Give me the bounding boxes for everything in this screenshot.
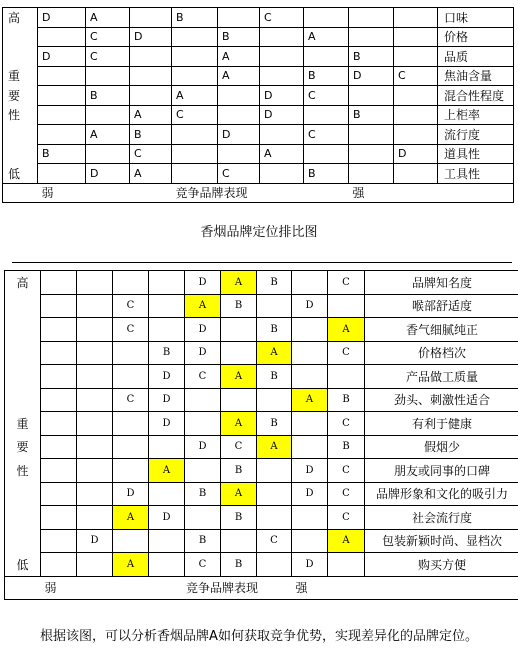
brand-cell xyxy=(292,318,328,342)
brand-cell xyxy=(41,388,77,412)
brand-cell xyxy=(292,341,328,365)
brand-cell: D xyxy=(260,86,304,106)
attribute-label: 劲头、刺激性适合 xyxy=(365,388,518,412)
footer-blank xyxy=(3,183,38,203)
brand-cell: C xyxy=(328,506,365,530)
brand-cell: C xyxy=(394,66,438,86)
brand-cell: A xyxy=(218,66,260,86)
brand-cell: D xyxy=(292,553,328,577)
brand-cell: B xyxy=(221,294,257,318)
brand-cell xyxy=(394,125,438,145)
brand-cell xyxy=(394,27,438,47)
brand-cell xyxy=(130,86,172,106)
brand-cell xyxy=(77,294,113,318)
brand-cell: C xyxy=(172,105,218,125)
weak-label: 弱 xyxy=(41,576,149,600)
table-row xyxy=(5,388,518,412)
brand-cell: D xyxy=(149,388,185,412)
brand-cell: A xyxy=(218,47,260,67)
importance-cell: 性 xyxy=(3,105,38,125)
brand-cell: C xyxy=(304,86,349,106)
importance-cell: 重 xyxy=(5,412,41,436)
brand-cell xyxy=(77,365,113,389)
brand-cell: A xyxy=(113,553,149,577)
brand-cell xyxy=(38,86,86,106)
brand-cell xyxy=(77,482,113,506)
brand-cell: B xyxy=(257,365,292,389)
brand-cell: B xyxy=(349,47,394,67)
brand-cell: D xyxy=(149,506,185,530)
brand-cell xyxy=(38,164,86,184)
importance-cell xyxy=(3,47,38,67)
attribute-label: 流行度 xyxy=(438,125,514,145)
brand-cell xyxy=(218,8,260,28)
brand-cell xyxy=(394,8,438,28)
brand-cell xyxy=(41,459,77,483)
attribute-label: 购买方便 xyxy=(365,553,518,577)
brand-cell xyxy=(77,553,113,577)
brand-cell xyxy=(113,529,149,553)
brand-cell: D xyxy=(86,164,130,184)
brand-cell xyxy=(41,482,77,506)
brand-cell: A xyxy=(130,105,172,125)
brand-cell: B xyxy=(149,341,185,365)
brand-cell xyxy=(172,27,218,47)
brand-cell xyxy=(260,27,304,47)
attribute-label: 品牌形象和文化的吸引力 xyxy=(365,482,518,506)
brand-cell xyxy=(86,105,130,125)
brand-cell: C xyxy=(185,553,221,577)
brand-cell: A xyxy=(328,318,365,342)
brand-cell: B xyxy=(257,318,292,342)
brand-cell xyxy=(218,105,260,125)
positioning-table-2 xyxy=(4,270,518,600)
brand-cell xyxy=(149,271,185,295)
brand-cell: A xyxy=(185,294,221,318)
brand-cell xyxy=(172,144,218,164)
brand-cell xyxy=(41,506,77,530)
brand-cell xyxy=(86,144,130,164)
table-row xyxy=(5,459,518,483)
brand-cell xyxy=(185,412,221,436)
brand-cell: D xyxy=(260,105,304,125)
brand-cell: A xyxy=(257,435,292,459)
brand-cell: B xyxy=(86,86,130,106)
brand-cell xyxy=(218,86,260,106)
brand-cell: A xyxy=(149,459,185,483)
importance-cell xyxy=(5,388,41,412)
brand-cell: A xyxy=(221,482,257,506)
brand-cell: D xyxy=(349,66,394,86)
brand-cell xyxy=(38,125,86,145)
brand-cell xyxy=(260,47,304,67)
attribute-label: 产品做工质量 xyxy=(365,365,518,389)
brand-cell xyxy=(41,341,77,365)
brand-cell: C xyxy=(328,459,365,483)
brand-cell: C xyxy=(86,27,130,47)
attribute-label: 品质 xyxy=(438,47,514,67)
brand-cell xyxy=(77,341,113,365)
brand-cell: B xyxy=(185,529,221,553)
importance-cell: 要 xyxy=(5,435,41,459)
brand-cell: C xyxy=(113,294,149,318)
attribute-label: 价格 xyxy=(438,27,514,47)
brand-cell xyxy=(113,271,149,295)
brand-cell xyxy=(113,459,149,483)
brand-cell: D xyxy=(38,8,86,28)
brand-cell xyxy=(292,506,328,530)
brand-cell: A xyxy=(221,271,257,295)
brand-cell xyxy=(257,294,292,318)
importance-cell xyxy=(5,294,41,318)
footer-blank xyxy=(438,183,514,203)
brand-cell xyxy=(149,529,185,553)
brand-cell: D xyxy=(185,271,221,295)
brand-cell xyxy=(257,388,292,412)
attribute-label: 有利于健康 xyxy=(365,412,518,436)
brand-cell xyxy=(149,553,185,577)
importance-cell: 低 xyxy=(5,553,41,577)
brand-cell: D xyxy=(149,365,185,389)
brand-cell xyxy=(221,341,257,365)
brand-cell: B xyxy=(221,506,257,530)
table-row xyxy=(3,86,514,106)
importance-cell xyxy=(5,318,41,342)
table-row xyxy=(5,271,518,295)
brand-cell: B xyxy=(328,388,365,412)
table-row xyxy=(5,435,518,459)
brand-cell: A xyxy=(292,388,328,412)
brand-cell xyxy=(77,318,113,342)
brand-cell xyxy=(260,164,304,184)
brand-cell xyxy=(349,8,394,28)
brand-cell xyxy=(304,47,349,67)
table-row xyxy=(3,27,514,47)
attribute-label: 喉部舒适度 xyxy=(365,294,518,318)
brand-cell xyxy=(149,318,185,342)
brand-cell xyxy=(38,105,86,125)
attribute-label: 工具性 xyxy=(438,164,514,184)
table-row xyxy=(5,506,518,530)
brand-cell: D xyxy=(394,144,438,164)
importance-cell xyxy=(3,144,38,164)
table-row xyxy=(5,553,518,577)
brand-cell: B xyxy=(349,105,394,125)
importance-cell xyxy=(3,125,38,145)
brand-cell xyxy=(292,435,328,459)
brand-cell xyxy=(41,435,77,459)
brand-cell: C xyxy=(328,341,365,365)
brand-cell xyxy=(185,388,221,412)
strong-label: 强 xyxy=(349,183,438,203)
brand-cell xyxy=(394,47,438,67)
table-row xyxy=(3,105,514,125)
performance-axis-label: 竞争品牌表现 xyxy=(149,576,292,600)
brand-cell: C xyxy=(113,318,149,342)
brand-cell: C xyxy=(304,125,349,145)
brand-cell: A xyxy=(86,8,130,28)
brand-cell: A xyxy=(221,365,257,389)
table-row xyxy=(5,318,518,342)
brand-cell: C xyxy=(185,365,221,389)
brand-cell xyxy=(349,27,394,47)
brand-cell: A xyxy=(130,164,172,184)
footer-blank xyxy=(365,576,518,600)
attribute-label: 上柜率 xyxy=(438,105,514,125)
brand-cell: A xyxy=(328,529,365,553)
table-row xyxy=(5,294,518,318)
importance-cell xyxy=(5,365,41,389)
brand-cell: C xyxy=(221,435,257,459)
brand-cell xyxy=(260,66,304,86)
footer-row xyxy=(3,183,514,203)
chart-caption-1: 香烟品牌定位排比图 xyxy=(200,225,318,240)
brand-cell xyxy=(185,459,221,483)
table-row xyxy=(5,412,518,436)
brand-cell: A xyxy=(113,506,149,530)
attribute-label: 朋友或同事的口碑 xyxy=(365,459,518,483)
brand-cell xyxy=(257,553,292,577)
table-row xyxy=(5,341,518,365)
brand-cell xyxy=(172,66,218,86)
brand-cell xyxy=(130,8,172,28)
brand-cell xyxy=(304,8,349,28)
brand-cell xyxy=(221,388,257,412)
brand-cell xyxy=(257,459,292,483)
table-row xyxy=(5,482,518,506)
brand-cell: C xyxy=(218,164,260,184)
importance-cell xyxy=(3,27,38,47)
brand-cell xyxy=(292,412,328,436)
brand-cell xyxy=(221,318,257,342)
importance-cell: 低 xyxy=(3,164,38,184)
brand-cell: C xyxy=(328,271,365,295)
brand-cell xyxy=(77,388,113,412)
strong-label: 强 xyxy=(292,576,365,600)
brand-cell xyxy=(304,105,349,125)
brand-cell: B xyxy=(185,482,221,506)
attribute-label: 焦油含量 xyxy=(438,66,514,86)
importance-cell xyxy=(5,506,41,530)
brand-cell: D xyxy=(185,341,221,365)
brand-cell xyxy=(38,27,86,47)
brand-cell: B xyxy=(218,27,260,47)
brand-cell: D xyxy=(185,435,221,459)
importance-cell: 性 xyxy=(5,459,41,483)
brand-cell xyxy=(394,86,438,106)
brand-cell xyxy=(149,435,185,459)
brand-cell: D xyxy=(185,318,221,342)
positioning-table-1 xyxy=(2,7,514,203)
attribute-label: 假烟少 xyxy=(365,435,518,459)
brand-cell: B xyxy=(304,66,349,86)
brand-cell xyxy=(257,506,292,530)
brand-cell xyxy=(77,435,113,459)
table-row xyxy=(3,144,514,164)
brand-cell: D xyxy=(292,482,328,506)
importance-cell xyxy=(5,529,41,553)
brand-cell xyxy=(41,318,77,342)
brand-cell: B xyxy=(328,435,365,459)
brand-cell xyxy=(172,125,218,145)
brand-cell xyxy=(349,164,394,184)
brand-cell xyxy=(292,365,328,389)
brand-cell: C xyxy=(328,412,365,436)
brand-cell: D xyxy=(292,459,328,483)
table-row xyxy=(5,529,518,553)
brand-cell xyxy=(113,341,149,365)
brand-cell xyxy=(130,66,172,86)
brand-cell: A xyxy=(221,412,257,436)
attribute-label: 混合性程度 xyxy=(438,86,514,106)
brand-cell: C xyxy=(130,144,172,164)
brand-cell xyxy=(77,412,113,436)
brand-cell xyxy=(304,144,349,164)
brand-cell xyxy=(292,529,328,553)
brand-cell xyxy=(221,529,257,553)
brand-cell xyxy=(113,435,149,459)
brand-cell: D xyxy=(113,482,149,506)
brand-cell xyxy=(257,482,292,506)
brand-cell xyxy=(149,482,185,506)
importance-cell: 高 xyxy=(3,8,38,28)
brand-cell xyxy=(349,86,394,106)
table-row xyxy=(5,365,518,389)
brand-cell: A xyxy=(172,86,218,106)
brand-cell: C xyxy=(257,529,292,553)
table-row xyxy=(3,125,514,145)
brand-cell xyxy=(41,553,77,577)
table-row xyxy=(3,66,514,86)
brand-cell xyxy=(349,125,394,145)
brand-cell xyxy=(349,144,394,164)
brand-cell xyxy=(172,164,218,184)
brand-cell xyxy=(77,459,113,483)
table-row xyxy=(3,47,514,67)
performance-axis-label: 竞争品牌表现 xyxy=(172,183,349,203)
attribute-label: 道具性 xyxy=(438,144,514,164)
brand-cell: B xyxy=(257,271,292,295)
brand-cell: C xyxy=(113,388,149,412)
footer-blank xyxy=(5,576,41,600)
brand-cell xyxy=(86,66,130,86)
brand-cell: A xyxy=(260,144,304,164)
brand-cell: B xyxy=(221,459,257,483)
brand-cell xyxy=(41,412,77,436)
brand-cell: D xyxy=(149,412,185,436)
footer-row xyxy=(5,576,518,600)
table-row xyxy=(3,164,514,184)
attribute-label: 包装新颖时尚、显档次 xyxy=(365,529,518,553)
brand-cell xyxy=(113,412,149,436)
brand-cell: A xyxy=(257,341,292,365)
brand-cell xyxy=(130,47,172,67)
brand-cell: D xyxy=(292,294,328,318)
divider-line xyxy=(12,262,512,263)
brand-cell: D xyxy=(218,125,260,145)
importance-cell: 高 xyxy=(5,271,41,295)
brand-cell xyxy=(328,365,365,389)
brand-cell: D xyxy=(77,529,113,553)
brand-cell xyxy=(185,506,221,530)
importance-cell xyxy=(5,482,41,506)
brand-cell xyxy=(77,271,113,295)
brand-cell: A xyxy=(86,125,130,145)
brand-cell: B xyxy=(221,553,257,577)
brand-cell: D xyxy=(130,27,172,47)
brand-cell: B xyxy=(257,412,292,436)
brand-cell xyxy=(328,553,365,577)
importance-cell: 要 xyxy=(3,86,38,106)
brand-cell xyxy=(260,125,304,145)
attribute-label: 品牌知名度 xyxy=(365,271,518,295)
brand-cell xyxy=(328,294,365,318)
brand-cell: C xyxy=(86,47,130,67)
brand-cell xyxy=(41,529,77,553)
chart-caption-2: 根据该图，可以分析香烟品牌A如何获取竞争优势，实现差异化的品牌定位。 xyxy=(40,629,478,644)
weak-label: 弱 xyxy=(38,183,172,203)
brand-cell xyxy=(394,164,438,184)
brand-cell xyxy=(41,365,77,389)
brand-cell: B xyxy=(304,164,349,184)
attribute-label: 价格档次 xyxy=(365,341,518,365)
brand-cell: B xyxy=(172,8,218,28)
brand-cell xyxy=(41,271,77,295)
brand-cell xyxy=(38,66,86,86)
brand-cell xyxy=(292,271,328,295)
brand-cell: A xyxy=(304,27,349,47)
importance-cell xyxy=(5,341,41,365)
brand-cell xyxy=(113,365,149,389)
brand-cell xyxy=(77,506,113,530)
attribute-label: 香气细腻纯正 xyxy=(365,318,518,342)
brand-cell xyxy=(41,294,77,318)
brand-cell: D xyxy=(38,47,86,67)
attribute-label: 社会流行度 xyxy=(365,506,518,530)
brand-cell xyxy=(172,47,218,67)
attribute-label: 口味 xyxy=(438,8,514,28)
brand-cell: B xyxy=(38,144,86,164)
brand-cell xyxy=(149,294,185,318)
brand-cell xyxy=(394,105,438,125)
brand-cell: B xyxy=(130,125,172,145)
brand-cell: C xyxy=(328,482,365,506)
brand-cell xyxy=(218,144,260,164)
table-row xyxy=(3,8,514,28)
importance-cell: 重 xyxy=(3,66,38,86)
brand-cell: C xyxy=(260,8,304,28)
